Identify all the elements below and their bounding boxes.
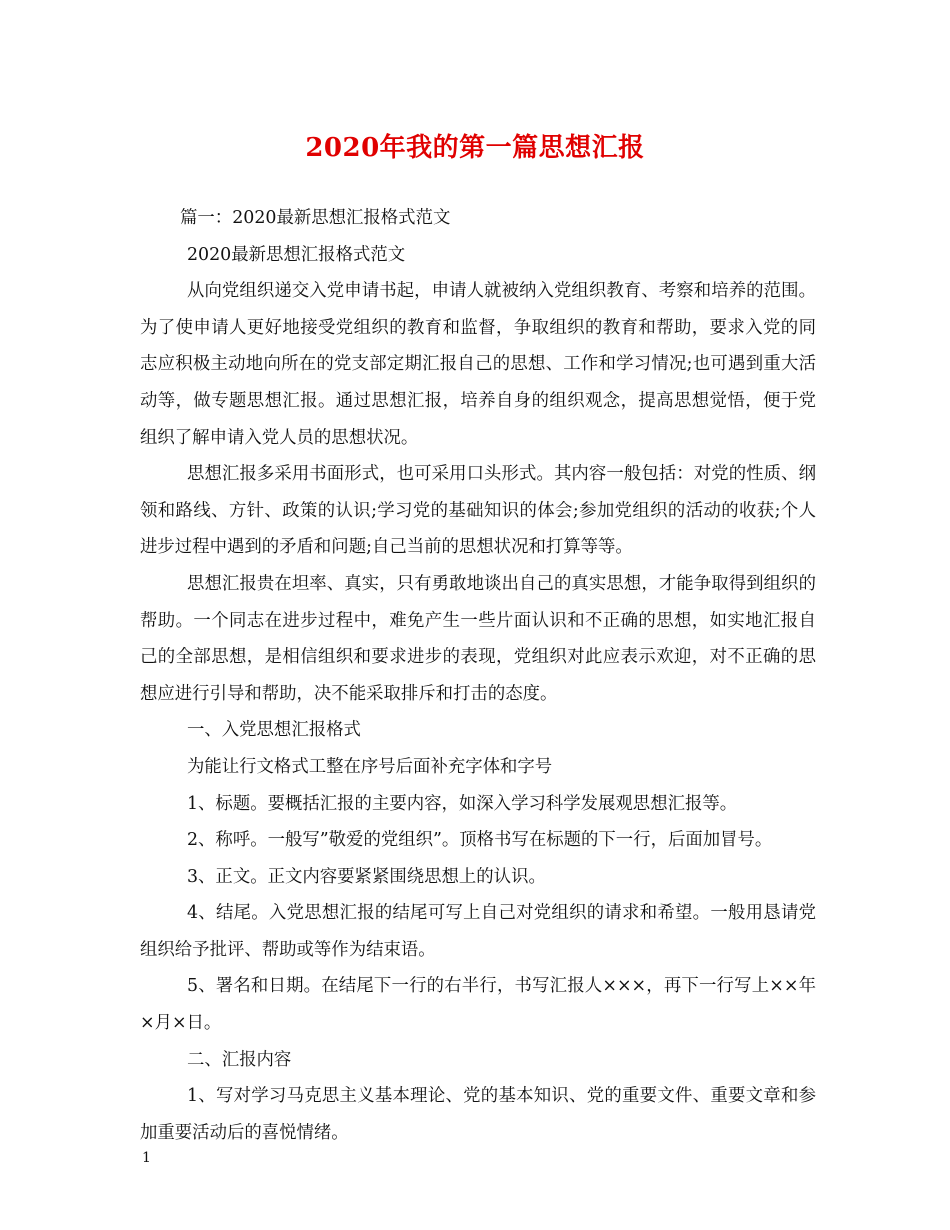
paragraph: 4、结尾。入党思想汇报的结尾可写上自己对党组织的请求和希望。一般用恳请党组织给予批评、帮助或等作为结束语。 bbox=[140, 903, 816, 960]
paragraph: 3、正文。正文内容要紧紧围绕思想上的认识。 bbox=[186, 866, 546, 887]
paragraph: 1、标题。要概括汇报的主要内容，如深入学习科学发展观思想汇报等。 bbox=[186, 793, 738, 814]
paragraph: 2、称呼。一般写”敬爱的党组织”。顶格书写在标题的下一行，后面加冒号。 bbox=[186, 830, 773, 851]
paragraph: 5、署名和日期。在结尾下一行的右半行，书写汇报人×××，再下一行写上××年×月×日。 bbox=[140, 976, 816, 1034]
paragraph: 二、汇报内容 bbox=[186, 1049, 292, 1070]
paragraph: 从向党组织递交入党申请书起，申请人就被纳入党组织教育、考察和培养的范围。为了使申请人更好地接受党组织的教育和监督，争取组织的教育和帮助，要求入党的同志应积极主动地向所在的党支部定期汇报自己的思想、工作和学习情况;也可遇到重大活动等，做专题思想汇报。通过思想汇报，培养自身的组织观念，提高思想觉悟，便于党组织了解申请入党人员的思想状况。 bbox=[140, 281, 816, 448]
page-number: 1 bbox=[142, 1150, 151, 1166]
paragraph: 为能让行文格式工整在序号后面补充字体和字号 bbox=[186, 756, 553, 777]
document-title: 2020年我的第一篇思想汇报 bbox=[305, 133, 645, 163]
section-heading: 篇一：2020最新思想汇报格式范文 bbox=[180, 208, 451, 228]
subheading: 2020最新思想汇报格式范文 bbox=[186, 244, 406, 265]
paragraph: 思想汇报多采用书面形式，也可采用口头形式。其内容一般包括：对党的性质、纲领和路线、方针、政策的认识;学习党的基础知识的体会;参加党组织的活动的收获;个人进步过程中遇到的矛盾和问题;自己当前的思想状况和打算等等。 bbox=[140, 464, 816, 558]
paragraph: 一、入党思想汇报格式 bbox=[186, 720, 361, 741]
document-body bbox=[140, 200, 816, 1151]
paragraph: 1、写对学习马克思主义基本理论、党的基本知识、党的重要文件、重要文章和参加重要活动后的喜悦情绪。 bbox=[140, 1086, 816, 1143]
paragraph: 思想汇报贵在坦率、真实，只有勇敢地谈出自己的真实思想，才能争取得到组织的帮助。一个同志在进步过程中，难免产生一些片面认识和不正确的思想，如实地汇报自己的全部思想，是相信组织和要求进步的表现，党组织对此应表示欢迎，对不正确的思想应进行引导和帮助，决不能采取排斥和打击的态度。 bbox=[140, 573, 816, 704]
